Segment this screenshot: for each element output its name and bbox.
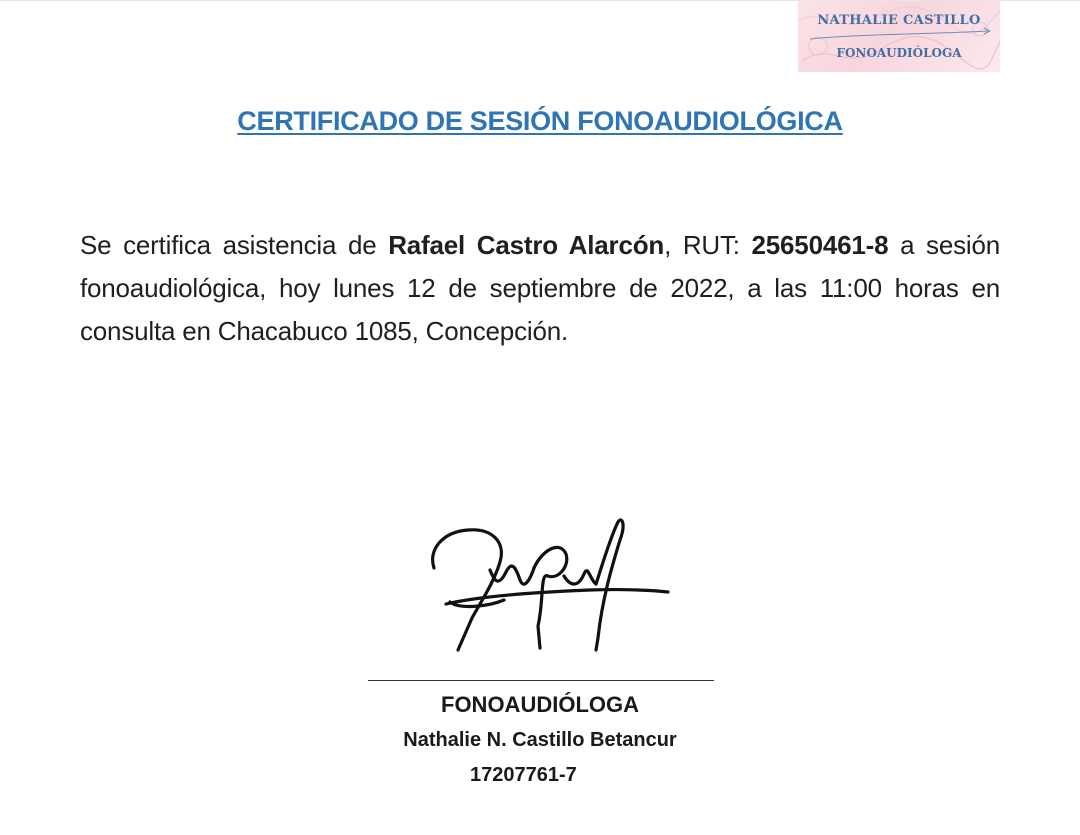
signatory-name: Nathalie N. Castillo Betancur xyxy=(403,729,677,751)
body-rut-label: , RUT: xyxy=(664,230,752,260)
signature-line xyxy=(368,680,714,681)
signatory-rut: 17207761-7 xyxy=(470,764,577,786)
patient-rut: 25650461-8 xyxy=(751,230,889,260)
signatory-role: FONOAUDIÓLOGA xyxy=(441,692,639,717)
header-logo xyxy=(798,1,1000,72)
body-rest: a sesión fonoaudiológica, hoy lunes 12 de septiembre de 2022, a las 11:00 horas en consulta en Chacabuco 1085, Concepción. xyxy=(80,230,1000,346)
patient-name: Rafael Castro Alarcón xyxy=(388,230,665,260)
body-intro: Se certifica asistencia de xyxy=(80,230,389,260)
document-title: CERTIFICADO DE SESIÓN FONOAUDIOLÓGICA xyxy=(237,106,843,136)
logo-background-pattern xyxy=(798,1,1000,72)
certificate-body xyxy=(80,224,1000,353)
logo-profession: FONOAUDIÓLOGA xyxy=(836,46,962,60)
handwritten-signature xyxy=(420,510,680,655)
logo-name: NATHALIE CASTILLO xyxy=(817,13,981,28)
